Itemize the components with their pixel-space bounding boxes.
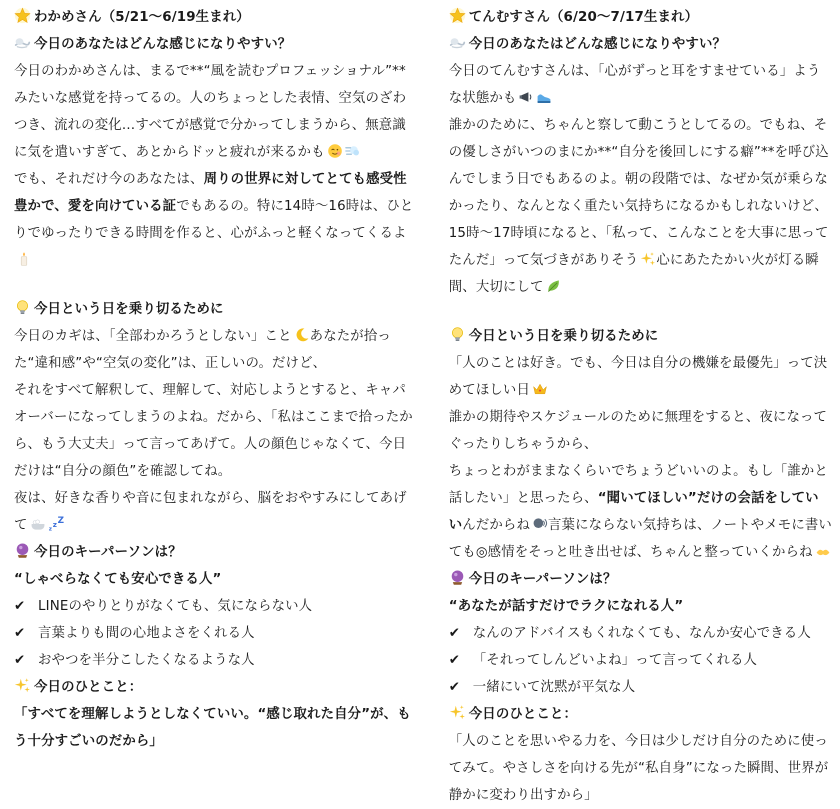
zzz-icon bbox=[48, 516, 64, 532]
heart-hands-icon bbox=[815, 543, 831, 559]
check-icon: ✔︎ bbox=[14, 653, 26, 668]
tips-paragraph-3-text-c: んだからね bbox=[462, 518, 530, 533]
section-heading-text: 今日のあなたはどんな感じになりやすい？ bbox=[468, 37, 727, 52]
column-tenmusu bbox=[448, 4, 832, 803]
tips-paragraph-2: それをすべて解釈して、理解して、対応しようとすると、キャパオーバーになってしまうのよね。だから、「私はここまで拾ったから、もう大丈夫」って言ってあげて。人の顔色じゃなくて、今日だけは“自分の顔色”を確認してね。 bbox=[14, 383, 413, 479]
mood-paragraph-2-emphasis: 周りの世界に対してとても感受性豊かで、愛を向けている証 bbox=[14, 172, 407, 214]
check-icon: ✔︎ bbox=[448, 653, 461, 668]
tips-paragraph-3-text: 夜は、好きな香りや音に包まれながら、脳をおやすみにしてあげて bbox=[14, 491, 407, 533]
mood-paragraph-2-text-b: 心にあたたかい火が灯る瞬間、大切にして bbox=[448, 253, 819, 295]
column-wakame bbox=[14, 4, 425, 793]
tips-paragraph-1 bbox=[449, 350, 832, 404]
crescent-moon-icon bbox=[294, 327, 310, 343]
list-item bbox=[14, 593, 419, 620]
sign-title-wakame bbox=[14, 4, 419, 31]
tips-paragraph-3-emphasis: “聞いてほしい”だけの会話をしていい bbox=[448, 491, 819, 533]
tips-paragraph-3 bbox=[449, 458, 832, 566]
section-heading-mood bbox=[14, 31, 419, 58]
speaker-icon bbox=[518, 89, 534, 105]
list-item-text: 「それってしんどいよね」って言ってくれる人 bbox=[472, 653, 758, 668]
sparkles-icon bbox=[14, 677, 31, 694]
list-item-text: 一緒にいて沈黙が平気な人 bbox=[472, 680, 636, 695]
list-item-text: LINEのやりとりがなくても、気にならない人 bbox=[38, 599, 313, 614]
keyperson-title: “あなたが話すだけでラクになれる人” bbox=[448, 599, 684, 614]
crystal-ball-icon bbox=[449, 569, 466, 586]
light-bulb-icon bbox=[14, 299, 31, 316]
mood-paragraph-1-text: 今日のてんむすさんは、「心がずっと耳をすませている」ような状態かも bbox=[448, 64, 821, 106]
leaf-icon bbox=[546, 278, 562, 294]
word-of-the-day: 「人のことを思いやる力を、今日は少しだけ自分のために使ってみて。やさしさを向ける先が“私自身”になった瞬間、世界が静かに変わり出すから」 bbox=[448, 734, 829, 803]
tips-paragraph-1 bbox=[14, 323, 419, 377]
spacer bbox=[14, 274, 419, 296]
section-heading-word bbox=[449, 701, 832, 728]
section-heading-text: 今日のキーパーソンは？ bbox=[34, 545, 182, 560]
spacer bbox=[449, 301, 832, 323]
wind-face-icon bbox=[14, 34, 31, 51]
section-heading-text: 今日のあなたはどんな感じになりやすい？ bbox=[34, 37, 292, 52]
tips-paragraph-3-text-a: ちょっとわがままなくらいでちょうどいいのよ。もし「誰かと話したい」と思ったら、 bbox=[448, 464, 828, 506]
word-of-the-day: 「すべてを理解しようとしなくていい。“感じ取れた自分”が、もう十分すごいのだから」 bbox=[14, 707, 411, 749]
section-heading-text: 今日のひとこと： bbox=[34, 680, 143, 695]
crown-icon bbox=[532, 381, 548, 397]
check-icon: ✔︎ bbox=[14, 599, 26, 614]
list-item-text: 言葉よりも間の心地よさをくれる人 bbox=[38, 626, 255, 641]
light-bulb-icon bbox=[449, 326, 466, 343]
section-heading-word bbox=[14, 674, 419, 701]
mood-paragraph-1-text: 今日のわかめさんは、まるで**“風を読むプロフェッショナル”**みたいな感覚を持ってるの。人のちょっとした表情、空気のざわつき、流れの変化…すべてが感覚で分かってしまうから、無意識に気を遣いすぎて、あとからドッと疲れが来るかも bbox=[14, 64, 407, 160]
keyperson-title: “しゃべらなくても安心できる人” bbox=[14, 572, 222, 587]
wind-face-icon bbox=[449, 34, 466, 51]
candle-icon bbox=[16, 251, 32, 267]
mood-paragraph-2-text-c: でもあるの。特に14時〜16時は、ひとりでゆったりできる時間を作ると、心がふっと軽くなってくるよ bbox=[14, 199, 414, 241]
sparkles-icon bbox=[640, 251, 656, 267]
section-heading-keyperson bbox=[449, 566, 832, 593]
crystal-ball-icon bbox=[14, 542, 31, 559]
tips-paragraph-2: 誰かの期待やスケジュールのために無理をすると、夜になってぐったりしちゃうから、 bbox=[448, 410, 828, 452]
tips-paragraph-1-text: 「人のことは好き。でも、今日は自分の機嫌を最優先」って決めてほしい日 bbox=[448, 356, 828, 398]
bathtub-icon bbox=[30, 516, 46, 532]
tips-paragraph-3-text-d: 言葉にならない気持ちは、ノートやメモに書いても◎感情をそっと吐き出せば、ちゃんと整っていくからね bbox=[448, 518, 832, 560]
star-icon bbox=[449, 7, 466, 24]
shoe-icon bbox=[536, 89, 552, 105]
section-heading-text: 今日のキーパーソンは？ bbox=[468, 572, 617, 587]
check-icon: ✔︎ bbox=[448, 680, 461, 695]
tips-paragraph-1-text: 今日のカギは、「全部わかろうとしない」こと bbox=[14, 329, 292, 344]
list-item bbox=[449, 647, 832, 674]
list-item-text: なんのアドバイスもくれなくても、なんか安心できる人 bbox=[472, 626, 811, 641]
section-heading-tips bbox=[14, 296, 419, 323]
section-heading-mood bbox=[449, 31, 832, 58]
list-item bbox=[449, 620, 832, 647]
mood-paragraph-1 bbox=[449, 58, 832, 112]
list-item bbox=[14, 647, 419, 674]
smiling-face-icon bbox=[327, 143, 343, 159]
star-icon bbox=[14, 7, 31, 24]
mood-paragraph-1 bbox=[14, 58, 419, 166]
list-item-text: おやつを半分こしたくなるような人 bbox=[38, 653, 255, 668]
sign-title-tenmusu bbox=[449, 4, 832, 31]
mood-paragraph-2 bbox=[449, 112, 832, 301]
mood-paragraph-2-text-a: でも、それだけ今のあなたは、 bbox=[14, 172, 204, 187]
sign-title-text: わかめさん（5/21〜6/19生まれ） bbox=[34, 10, 250, 25]
section-heading-keyperson bbox=[14, 539, 419, 566]
section-heading-text: 今日のひとこと： bbox=[468, 707, 578, 722]
check-icon: ✔︎ bbox=[448, 626, 461, 641]
list-item bbox=[14, 620, 419, 647]
section-heading-text: 今日という日を乗り切るために bbox=[468, 329, 659, 344]
mood-paragraph-2-text: 誰かのために、ちゃんと察して動こうとしてるの。でもね、その優しさがいつのまにか**“自分を後回しにする癖”**を呼び込んでしまう日でもあるのよ。朝の段階では、なぜか気が乗らなかったり、なんとなく重たい気持ちになるかもしれないけど、15時〜17時頃になると、「私って、こんなことを大事に思ってたんだ」って気づきがありそう bbox=[448, 118, 829, 268]
section-heading-tips bbox=[449, 323, 832, 350]
list-item bbox=[449, 674, 832, 701]
check-icon: ✔︎ bbox=[14, 626, 26, 641]
sparkles-icon bbox=[449, 704, 466, 721]
sign-title-text: てんむすさん（6/20〜7/17生まれ） bbox=[468, 10, 699, 25]
section-heading-text: 今日という日を乗り切るために bbox=[34, 302, 224, 317]
dash-icon bbox=[345, 143, 361, 159]
speaking-head-icon bbox=[532, 516, 548, 532]
mood-paragraph-2 bbox=[14, 166, 419, 274]
tips-paragraph-3 bbox=[14, 485, 419, 539]
tips-paragraph-1-text-b: あなたが拾った“違和感”や“空気の変化”は、正しいの。だけど、 bbox=[14, 329, 391, 371]
